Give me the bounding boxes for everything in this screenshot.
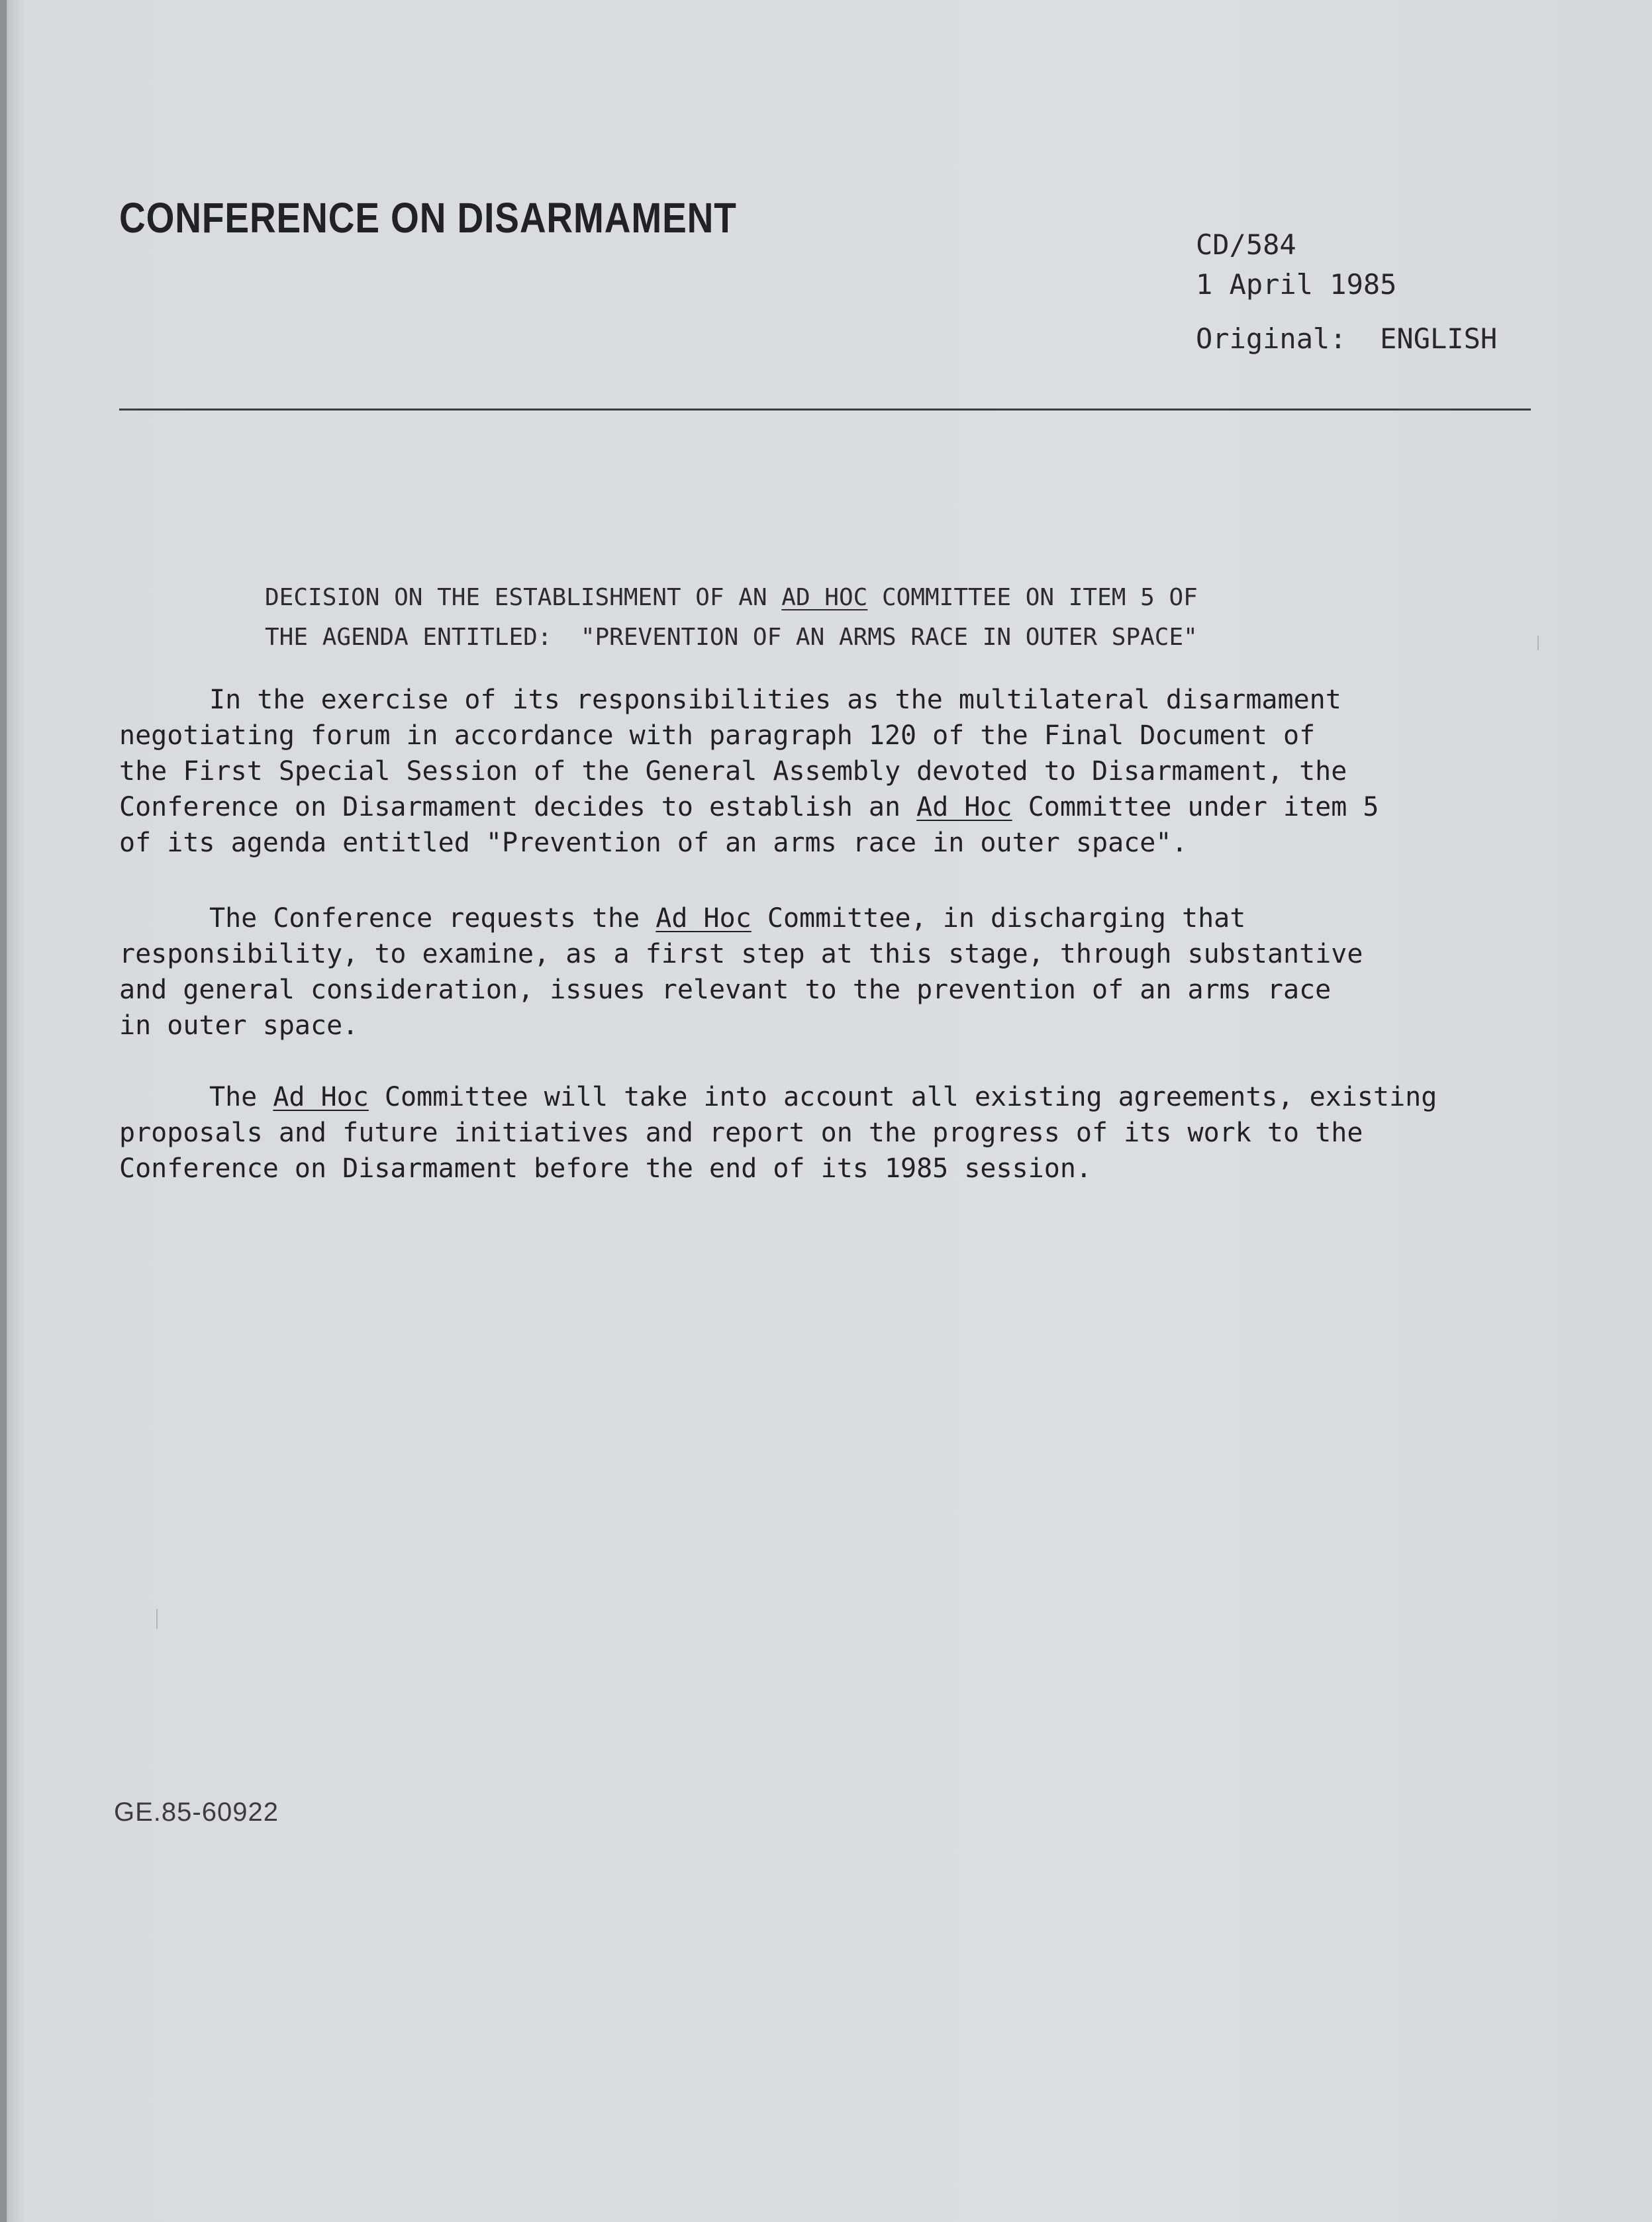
paragraph-line: the First Special Session of the General Assembly devoted to Disarmament, the: [119, 756, 1347, 787]
header-divider: [119, 409, 1531, 411]
document-reference: GE.85-60922: [114, 1798, 279, 1827]
paragraph-line: in outer space.: [119, 1010, 359, 1041]
decision-title-ad-hoc: AD HOC: [781, 584, 868, 611]
decision-title-line-2: THE AGENDA ENTITLED: "PREVENTION OF AN ARMS RACE IN OUTER SPACE": [265, 624, 1198, 651]
paragraph-line: of its agenda entitled "Prevention of an arms race in outer space".: [119, 828, 1188, 858]
organization-heading: CONFERENCE ON DISARMAMENT: [119, 194, 737, 242]
paragraph-text: Conference on Disarmament decides to establish an: [119, 792, 917, 822]
scan-mark: [156, 1609, 158, 1629]
paragraph-line: and general consideration, issues relevant to the prevention of an arms race: [119, 975, 1332, 1005]
paragraph-line: proposals and future initiatives and report on the progress of its work to the: [119, 1118, 1363, 1148]
paragraph-line: Conference on Disarmament before the end of its 1985 session.: [119, 1153, 1093, 1184]
original-language: Original: ENGLISH: [1196, 322, 1498, 355]
decision-title: [265, 578, 1198, 657]
paragraph-line: [119, 1079, 1543, 1115]
ad-hoc-term: Ad Hoc: [273, 1082, 369, 1112]
paragraph-2: [119, 900, 1543, 1043]
decision-title-line-1: [265, 578, 1198, 618]
paragraph-text: Committee, in discharging that: [751, 903, 1246, 934]
paragraph-line: responsibility, to examine, as a first step at this stage, through substantive: [119, 939, 1363, 969]
paragraph-3: [119, 1079, 1543, 1186]
paragraph-1: [119, 682, 1543, 861]
document-date: 1 April 1985: [1196, 268, 1397, 301]
paragraph-text: Committee under item 5: [1012, 792, 1379, 822]
ad-hoc-term: Ad Hoc: [916, 792, 1012, 822]
decision-title-text: DECISION ON THE ESTABLISHMENT OF AN: [265, 584, 782, 611]
paragraph-line: negotiating forum in accordance with paragraph 120 of the Final Document of: [119, 720, 1316, 751]
document-symbol: CD/584: [1196, 228, 1296, 261]
scan-mark: [1537, 636, 1539, 650]
scan-edge: [0, 0, 7, 2222]
paragraph-text: The: [209, 1082, 273, 1112]
paragraph-text: The Conference requests the: [209, 903, 656, 934]
decision-title-text: COMMITTEE ON ITEM 5 OF: [867, 584, 1198, 611]
document-symbol-block: [1196, 225, 1497, 359]
paragraph-line: [119, 789, 1543, 825]
ad-hoc-term: Ad Hoc: [656, 903, 752, 934]
paragraph-line: In the exercise of its responsibilities as the multilateral disarmament: [209, 685, 1341, 715]
paragraph-line: [119, 900, 1543, 936]
paragraph-text: Committee will take into account all existing agreements, existing: [368, 1082, 1437, 1112]
